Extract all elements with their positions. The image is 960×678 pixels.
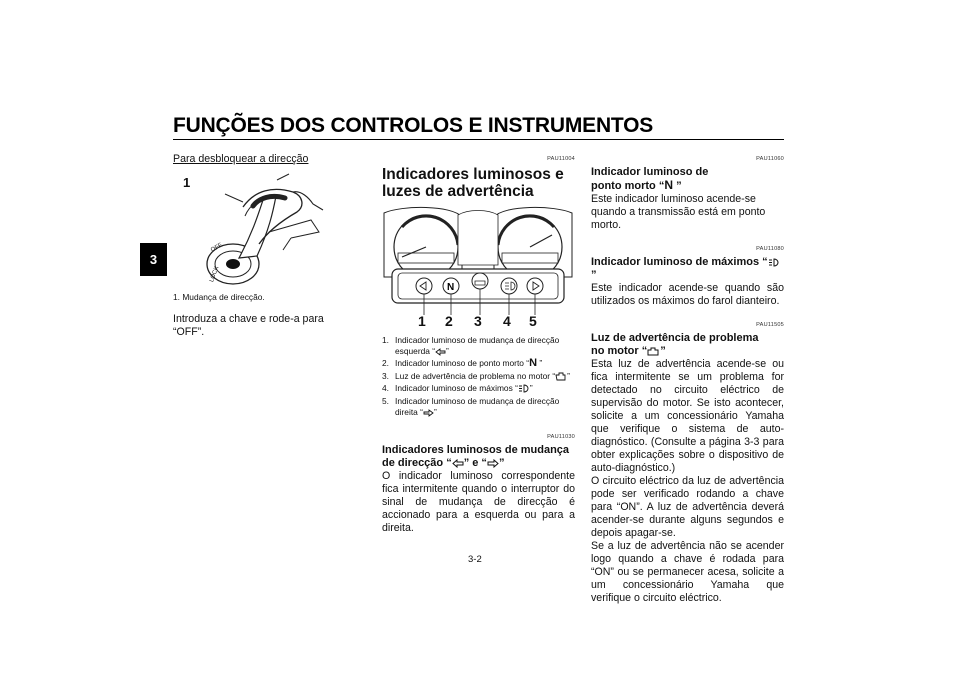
turn-right-icon [423,409,434,417]
caption-number: 1. [173,292,180,302]
left-column [173,153,353,339]
lock-label: LOCK [209,265,221,284]
page-number: 3-2 [468,554,482,565]
key-illustration [173,172,333,290]
turn-left-icon [435,348,446,356]
high-beam-heading: Indicador luminoso de máximos “” [591,256,784,282]
turn-left-icon [452,459,464,468]
turn-signal-heading: Indicadores luminosos de mudança de direcção “ ” e “ ” [382,444,570,470]
callout-4: 4 [503,313,511,329]
header-rule [173,139,784,140]
neutral-paragraph: Este indicador luminoso acende-se quando a transmissão está em ponto morto. [591,193,766,231]
figure-callout: 1 [183,175,191,190]
engine-warning-paragraph-3: Se a luz de advertência não se acender logo quando a chave é rodada para “ON” ou se permanecer acesa, solicite a um concessionário Yamaha que verifique o circuito eléctrico. [591,540,784,604]
instrument-panel-figure [382,205,574,331]
engine-warning-paragraph-1: Esta luz de advertência acende-se ou fica intermitente se um problema for detectado no circuito eléctrico de supervisão do motor. Se isto acontecer, solicite a um concessionário Yamaha que verifique o sistema de auto-diagnóstico. (Consulte a página 3-3 para obter explicações sobre o dispositivo de auto-diagnóstico.) [591,358,784,474]
engine-warning-heading: Luz de advertência de problema no motor “ ” [591,332,759,357]
turn-right-icon [487,459,499,468]
caption-item: 2. Indicador luminoso de ponto morto “N ” [382,357,543,370]
unlock-paragraph: Introduza a chave e rode-a para “OFF”. [173,312,324,338]
ref-code: PAU11030 [547,434,575,441]
section-title: Indicadores luminosos e luzes de advertência [382,166,564,200]
high-beam-paragraph: Este indicador acende-se quando são utilizados os máximos do farol dianteiro. [591,282,784,307]
off-label: OFF [210,242,224,254]
ref-code: PAU11080 [756,246,784,252]
figure-caption [173,292,353,303]
engine-warning-icon [647,347,660,356]
callout-1: 1 [418,313,426,329]
neutral-icon: N [664,178,673,192]
page-title: FUNÇÕES DOS CONTROLOS E INSTRUMENTOS [173,114,654,137]
caption-item: 1. Indicador luminoso de mudança de direcção esquerda “ ” [382,335,560,356]
figure-caption-list [382,335,575,417]
neutral-heading: Indicador luminoso de ponto morto “N ” [591,166,709,192]
neutral-icon: N [529,357,538,370]
caption-item: 4. Indicador luminoso de máximos “ ” [382,383,533,394]
unlock-steering-heading: Para desbloquear a direcção [173,153,309,165]
caption-text: Mudança de direcção. [182,292,265,302]
ref-code: PAU11505 [756,322,784,328]
engine-warning-icon [555,372,567,381]
engine-warning-paragraph-2: O circuito eléctrico da luz de advertência pode ser verificado rodando a chave para “ON”. A luz de advertência deverá acender-se durante alguns segundos e depois apagar-se. [591,475,784,539]
ref-code: PAU11004 [547,156,575,162]
high-beam-icon [518,384,530,393]
steering-lock-figure [173,172,333,290]
middle-column [382,153,575,535]
turn-signal-paragraph: O indicador luminoso correspondente fica intermitente quando o interruptor do sinal de mudança de direcção é accionado para a esquerda ou para a direita. [382,470,575,535]
caption-item: 3. Luz de advertência de problema no motor “ ” [382,370,570,381]
caption-item: 5. Indicador luminoso de mudança de direcção direita “ ” [382,395,560,417]
high-beam-icon [768,258,780,267]
ref-code: PAU11060 [756,156,784,162]
callout-2: 2 [445,313,453,329]
svg-text:N: N [447,282,455,293]
callout-5: 5 [529,313,537,329]
callout-3: 3 [474,313,482,329]
chapter-tab: 3 [140,243,167,276]
right-column [591,153,784,605]
